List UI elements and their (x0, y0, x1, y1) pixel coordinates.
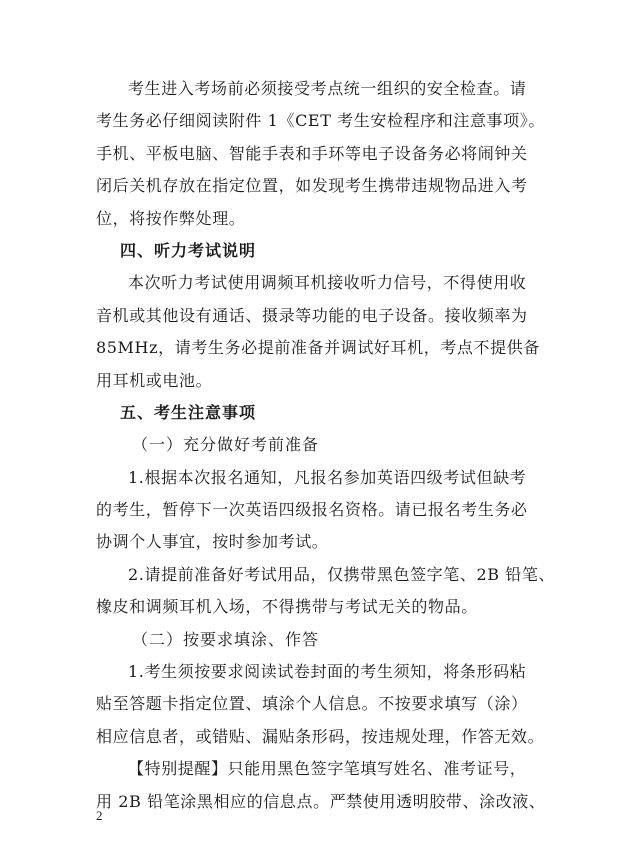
section-heading-notes: 五、考生注意事项 (120, 402, 257, 422)
paragraph-line: 位，将按作弊处理。 (96, 208, 246, 228)
paragraph-line: 1.根据本次报名通知，凡报名参加英语四级考试但缺考 (128, 467, 527, 487)
paragraph-line: 考生进入考场前必须接受考点统一组织的安全检查。请 (128, 79, 527, 98)
paragraph-line: 的考生，暂停下一次英语四级报名资格。请已报名考生务必 (96, 500, 528, 520)
paragraph-line: 1.考生须按要求阅读试卷封面的考生须知，将条形码粘 (128, 662, 527, 682)
document-body (96, 73, 556, 818)
paragraph-line: 用耳机或电池。 (96, 370, 213, 390)
paragraph-line: 闭后关机存放在指定位置，如发现考生携带违规物品进入考 (96, 176, 528, 196)
paragraph-line: 手机、平板电脑、智能手表和手环等电子设备务必将闹钟关 (96, 143, 528, 163)
section-heading-listening: 四、听力考试说明 (120, 240, 257, 260)
paragraph-line: 本次听力考试使用调频耳机接收听力信号，不得使用收 (128, 273, 527, 293)
paragraph-line: 考生务必仔细阅读附件 1《CET 考生安检程序和注意事项》。 (96, 111, 545, 131)
paragraph-line: 橡皮和调频耳机入场，不得携带与考试无关的物品。 (96, 597, 478, 617)
paragraph-line: 用 2B 铅笔涂黑相应的信息点。严禁使用透明胶带、涂改液、 (96, 791, 546, 811)
subsection-heading-preparation: （一）充分做好考前准备 (132, 435, 320, 455)
paragraph-line: 2.请提前准备好考试用品，仅携带黑色签字笔、2B 铅笔、 (128, 564, 556, 584)
paragraph-line: 协调个人事宜，按时参加考试。 (96, 532, 329, 552)
page-number: 2 (96, 808, 103, 823)
paragraph-line: 音机或其他设有通话、摄录等功能的电子设备。接收频率为 (96, 305, 528, 325)
subsection-heading-answering: （二）按要求填涂、作答 (132, 629, 320, 649)
paragraph-line: 85MHz，请考生务必提前准备并调试好耳机，考点不提供备 (96, 338, 540, 358)
paragraph-line: 【特别提醒】只能用黑色签字笔填写姓名、准考证号， (128, 759, 527, 779)
paragraph-line: 相应信息者，或错贴、漏贴条形码，按违规处理，作答无效。 (96, 726, 545, 746)
paragraph-line: 贴至答题卡指定位置、填涂个人信息。不按要求填写（涂） (96, 694, 528, 714)
